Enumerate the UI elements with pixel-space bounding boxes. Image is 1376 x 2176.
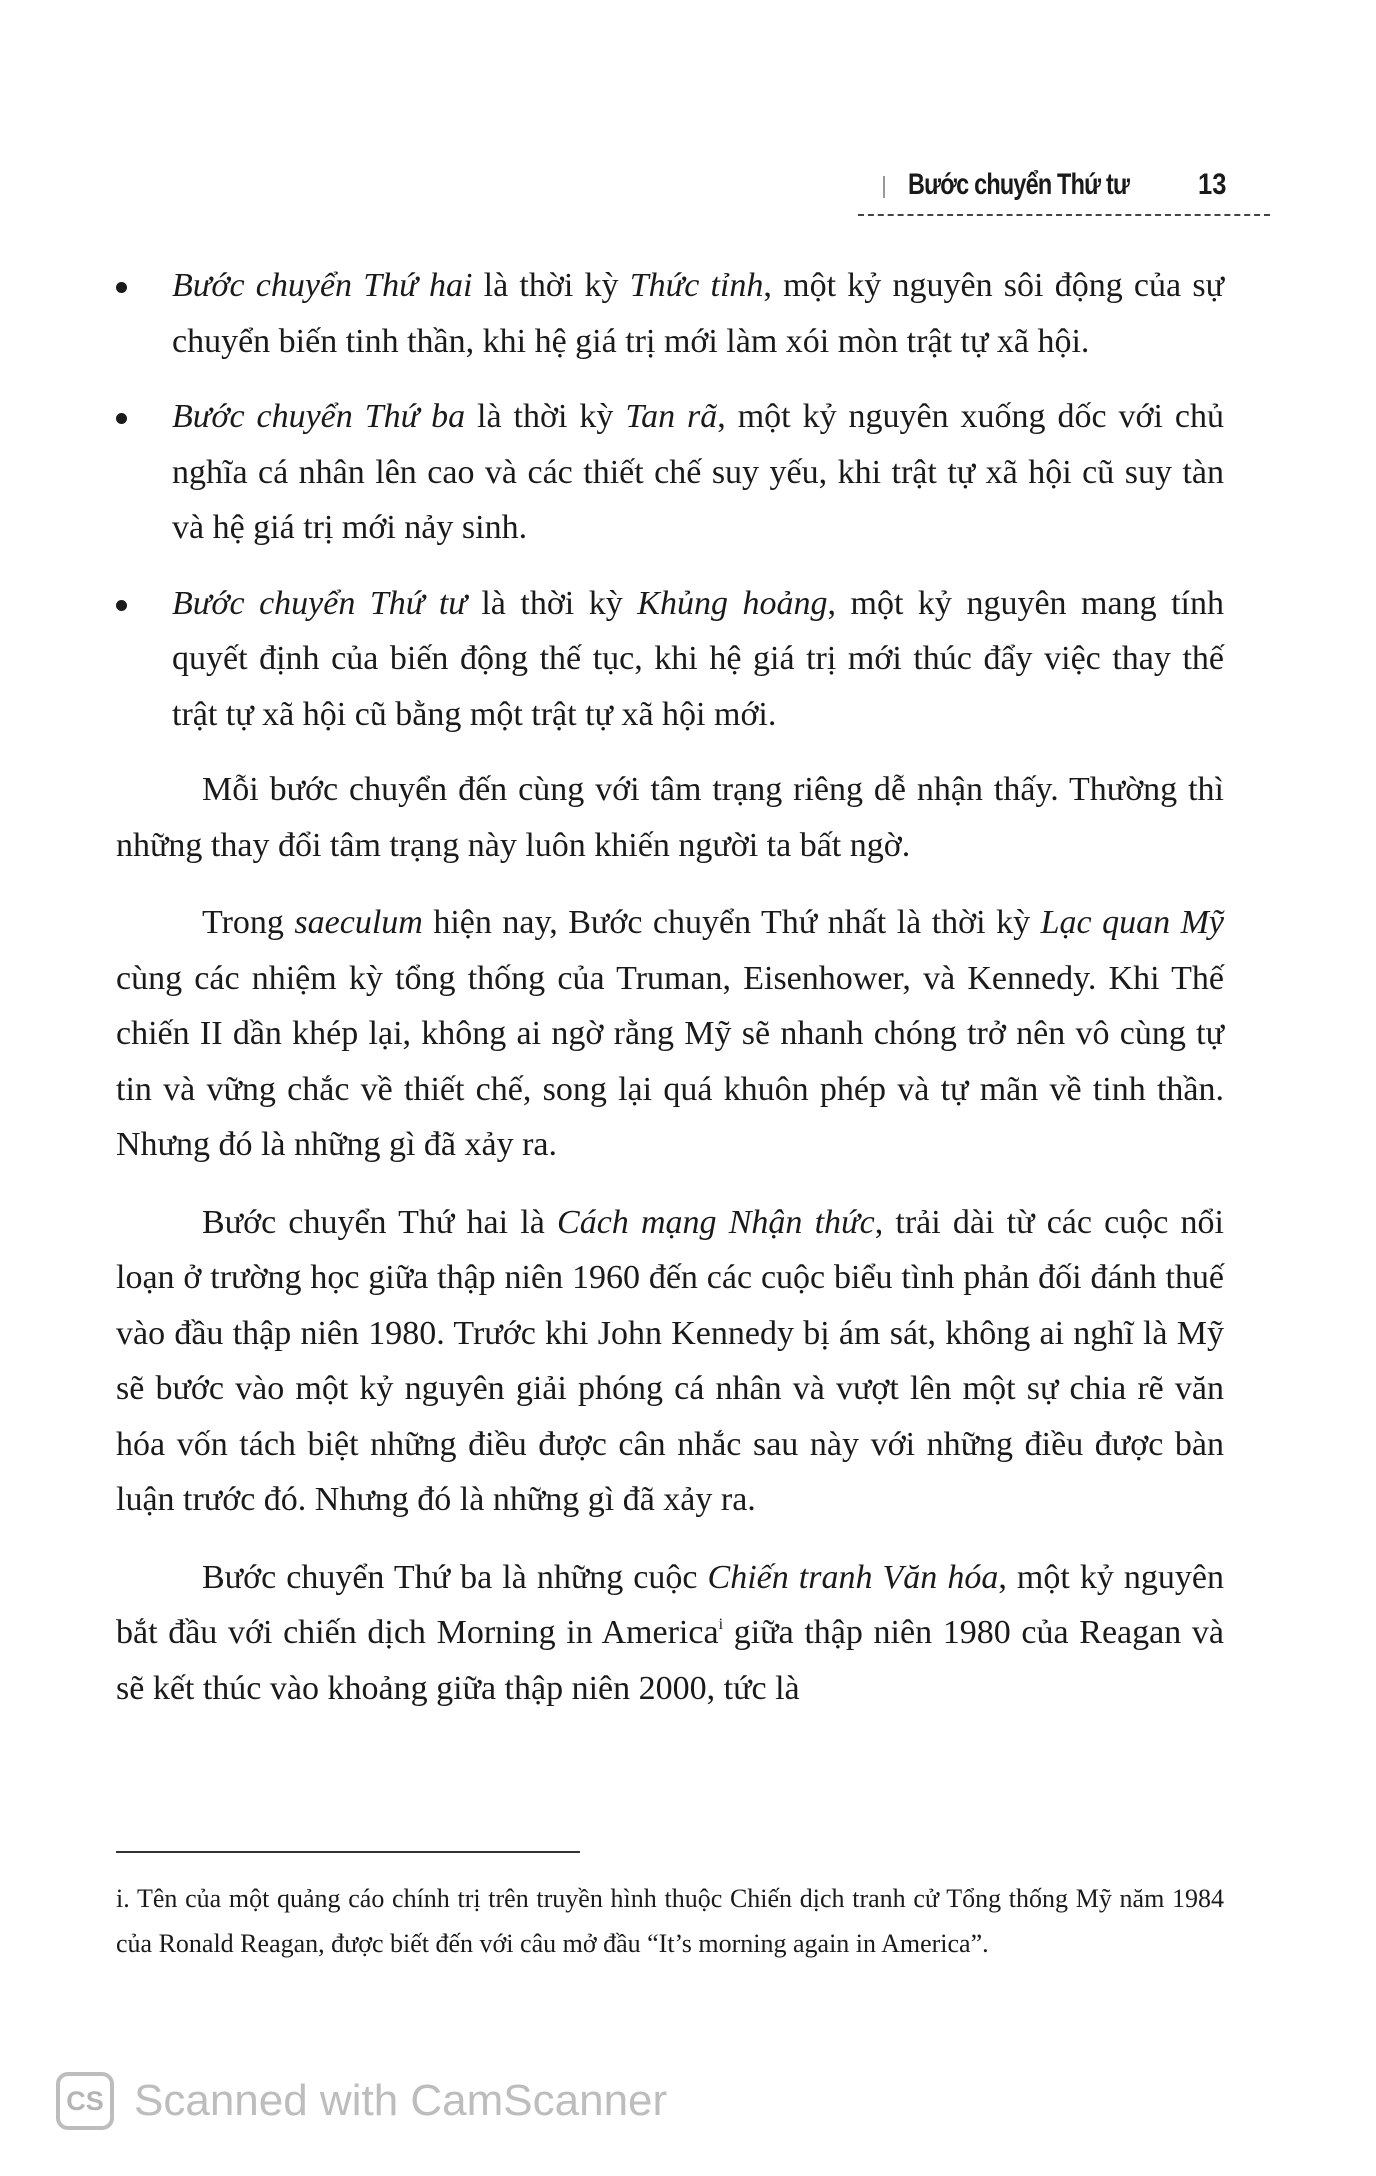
emphasis: Chiến tranh Văn hóa [707, 1558, 999, 1596]
camscanner-logo-icon: CS [56, 2072, 114, 2130]
paragraph-text: Bước chuyển Thứ hai là [202, 1203, 558, 1241]
emphasis: saeculum [294, 904, 423, 941]
list-text: là thời kỳ [465, 398, 626, 435]
paragraph-text: Bước chuyển Thứ ba là những cuộc [202, 1558, 708, 1596]
running-header [858, 168, 1270, 216]
emphasis: Lạc quan Mỹ [1040, 904, 1224, 941]
turning-term: Bước chuyển Thứ tư [172, 584, 467, 622]
page-number: 13 [1197, 168, 1226, 201]
paragraph-text: , trải dài từ các cuộc nổi loạn ở trường học giữa thập niên 1960 đến các cuộc biểu tình phản đối đánh thuế vào đầu thập niên 1980. Trước khi John Kennedy bị ám sát, không ai nghĩ là Mỹ sẽ bước vào một kỷ nguyên giải phóng cá nhân và vượt lên một sự chia rẽ văn hóa vốn tách biệt những điều được cân nhắc sau này với những điều được bàn luận trước đó. Nhưng đó là những gì đã xảy ra. [116, 1203, 1225, 1518]
list-text: , một kỷ nguyên mang tính quyết định của biến động thế tục, khi hệ giá trị mới thúc đẩy việc thay thế trật tự xã hội cũ bằng một trật tự xã hội mới. [172, 584, 1224, 733]
footnote: i. Tên của một quảng cáo chính trị trên truyền hình thuộc Chiến dịch tranh cử Tổng thống Mỹ năm 1984 của Ronald Reagan, được biết đến với câu mở đầu “It’s morning again in America”. [116, 1884, 1224, 1958]
emphasis: Cách mạng Nhận thức [557, 1203, 875, 1241]
header-separator [883, 176, 885, 198]
turnings-list [116, 258, 1224, 742]
paragraph-first-turning [116, 895, 1224, 1173]
paragraph-text: hiện nay, Bước chuyển Thứ nhất là thời kỳ [422, 904, 1041, 941]
footnote-marker: i [718, 1616, 724, 1633]
paragraph-second-turning [116, 1195, 1224, 1528]
paragraph-text: giữa thập niên 1980 của Reagan và sẽ kết thúc vào khoảng giữa thập niên 2000, tức là [116, 1614, 1224, 1707]
bullet-icon [116, 600, 127, 611]
list-text: là thời kỳ [472, 267, 630, 304]
turning-term: Bước chuyển Thứ ba [172, 398, 466, 435]
list-item [116, 576, 1224, 743]
bullet-icon [116, 282, 127, 293]
turning-name: Khủng hoảng [637, 584, 828, 622]
list-text: , một kỷ nguyên xuống dốc với chủ nghĩa cá nhân lên cao và các thiết chế suy yếu, khi trật tự xã hội cũ suy tàn và hệ giá trị mới nảy sinh. [172, 398, 1224, 546]
paragraph-text: Trong [202, 904, 295, 941]
watermark-text: Scanned with CamScanner [134, 2076, 668, 2125]
turning-name: Thức tỉnh [629, 267, 764, 304]
list-text: , một kỷ nguyên sôi động của sự chuyển biến tinh thần, khi hệ giá trị mới làm xói mòn trật tự xã hội. [172, 267, 1224, 360]
list-item [116, 389, 1224, 556]
header-dashed-rule [858, 214, 1270, 216]
turning-name: Tan rã [625, 398, 718, 435]
running-header-title: Bước chuyển Thứ tư [908, 168, 1130, 201]
paragraph-moods: Mỗi bước chuyển đến cùng với tâm trạng riêng dễ nhận thấy. Thường thì những thay đổi tâm trạng này luôn khiến người ta bất ngờ. [116, 771, 1224, 864]
paragraph-text: cùng các nhiệm kỳ tổng thống của Truman, Eisenhower, và Kennedy. Khi Thế chiến II dần khép lại, không ai ngờ rằng Mỹ sẽ nhanh chóng trở nên vô cùng tự tin và vững chắc về thiết chế, song lại quá khuôn phép và tự mãn về tinh thần. Nhưng đó là những gì đã xảy ra. [116, 959, 1224, 1163]
turning-term: Bước chuyển Thứ hai [172, 267, 473, 304]
footnote-rule [116, 1851, 580, 1853]
list-text: là thời kỳ [466, 584, 638, 622]
paragraph-third-turning [116, 1550, 1224, 1717]
paragraph-text: , một kỷ nguyên bắt đầu với chiến dịch Morning in America [116, 1558, 1224, 1651]
body-text [116, 258, 1224, 1738]
list-item [116, 258, 1224, 369]
bullet-icon [116, 413, 127, 424]
